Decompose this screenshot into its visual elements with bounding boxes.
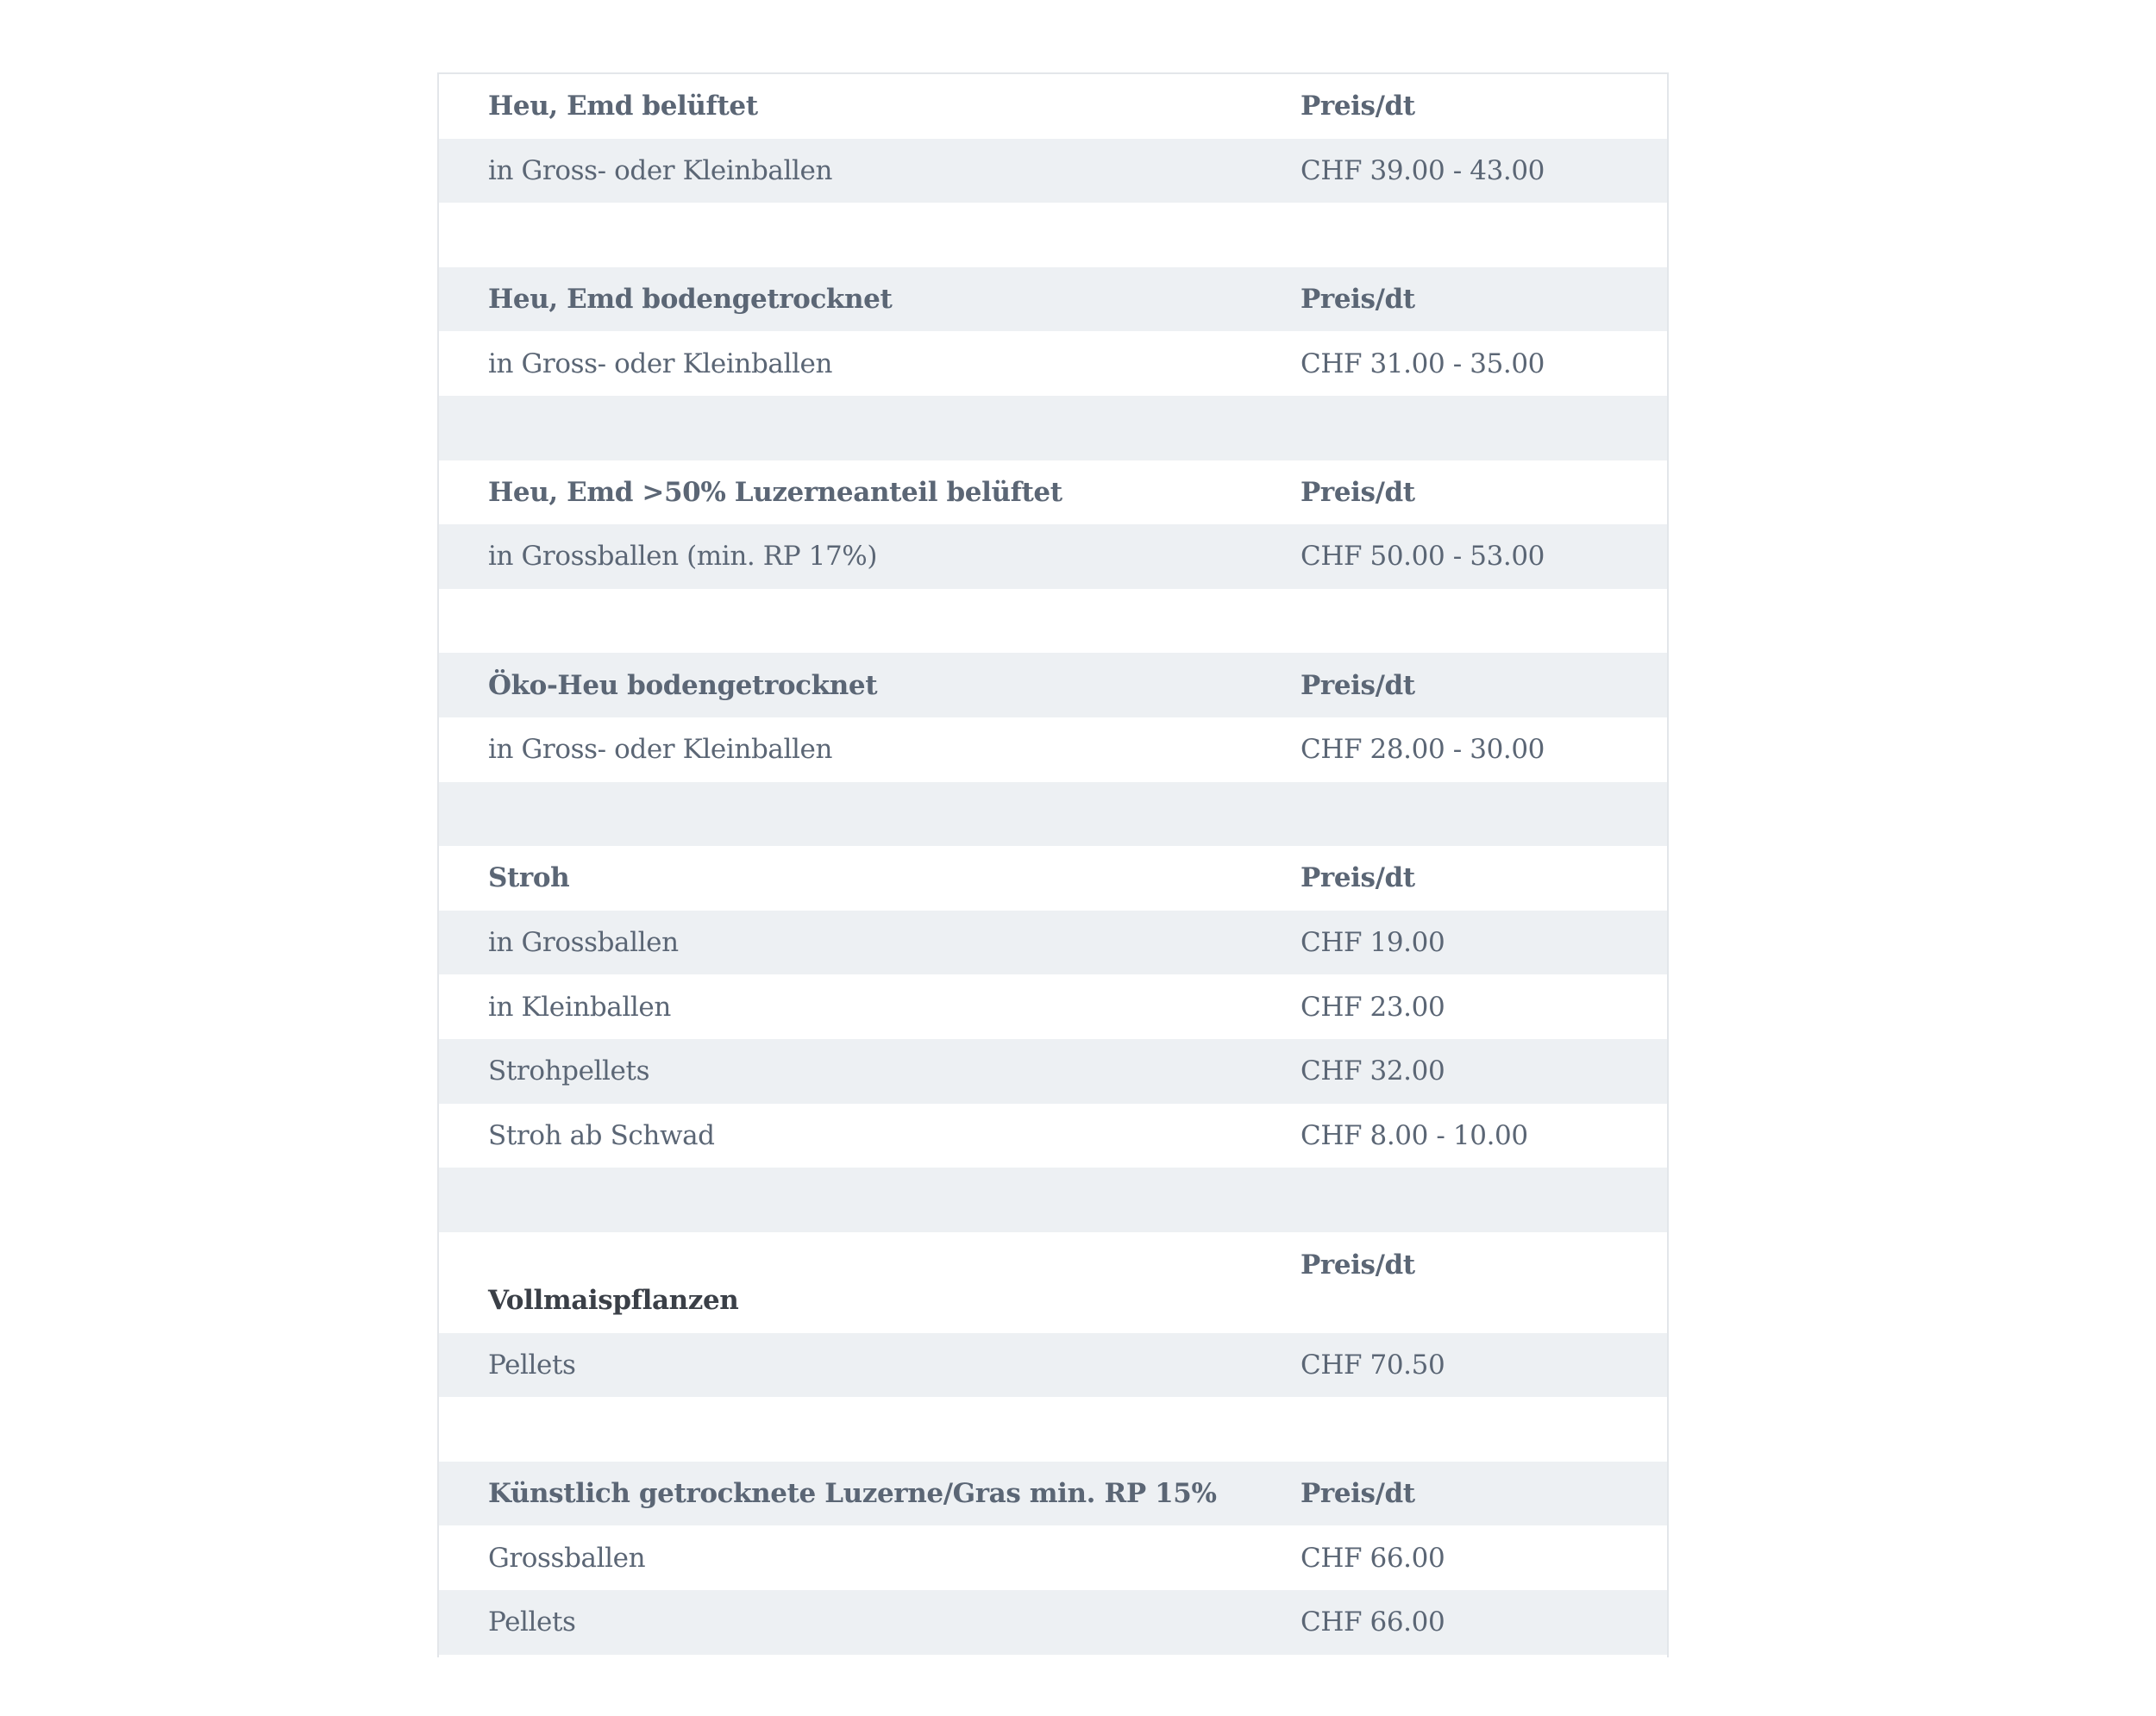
item-price: CHF 23.00 (1300, 991, 1445, 1023)
price-column-header: Preis/dt (1300, 669, 1415, 701)
price-column-header: Preis/dt (1300, 1249, 1415, 1281)
table-row (439, 1590, 1667, 1655)
table-row (439, 139, 1667, 204)
section-title: Stroh (488, 862, 570, 894)
price-column-header: Preis/dt (1300, 91, 1415, 122)
table-row (439, 331, 1667, 396)
item-label: Stroh ab Schwad (488, 1119, 715, 1151)
section-header-row (439, 846, 1667, 911)
table-row (439, 1104, 1667, 1168)
section-header-row (439, 74, 1667, 139)
item-price: CHF 66.00 (1300, 1542, 1445, 1574)
spacer-row (439, 782, 1667, 847)
section-header-row (439, 653, 1667, 717)
item-price: CHF 19.00 (1300, 927, 1445, 959)
price-column-header: Preis/dt (1300, 476, 1415, 508)
table-row (439, 974, 1667, 1039)
price-column-header: Preis/dt (1300, 1478, 1415, 1510)
section-title: Künstlich getrocknete Luzerne/Gras min. RP 15% (488, 1478, 1217, 1510)
spacer-row (439, 589, 1667, 654)
item-price: CHF 31.00 - 35.00 (1300, 348, 1545, 379)
item-price: CHF 39.00 - 43.00 (1300, 154, 1545, 186)
spacer-row (439, 396, 1667, 460)
table-row (439, 911, 1667, 975)
section-header-row (439, 1232, 1667, 1333)
section-title: Vollmaispflanzen (488, 1284, 739, 1316)
item-label: in Gross- oder Kleinballen (488, 154, 833, 186)
item-price: CHF 50.00 - 53.00 (1300, 541, 1545, 573)
table-row (439, 717, 1667, 782)
price-column-header: Preis/dt (1300, 862, 1415, 894)
section-title: Heu, Emd bodengetrocknet (488, 284, 893, 316)
section-title: Heu, Emd >50% Luzerneanteil belüftet (488, 476, 1062, 508)
item-price: CHF 32.00 (1300, 1055, 1445, 1087)
item-label: in Kleinballen (488, 991, 671, 1023)
price-column-header: Preis/dt (1300, 284, 1415, 316)
section-title: Heu, Emd belüftet (488, 91, 758, 122)
item-label: Grossballen (488, 1542, 646, 1574)
item-label: in Gross- oder Kleinballen (488, 734, 833, 766)
item-price: CHF 66.00 (1300, 1606, 1445, 1638)
item-label: Pellets (488, 1349, 576, 1381)
item-label: Pellets (488, 1606, 576, 1638)
item-price: CHF 70.50 (1300, 1349, 1445, 1381)
table-row (439, 1039, 1667, 1104)
item-label: in Grossballen (min. RP 17%) (488, 541, 878, 573)
section-header-row (439, 1462, 1667, 1526)
item-price: CHF 28.00 - 30.00 (1300, 734, 1545, 766)
table-row (439, 1333, 1667, 1398)
spacer-row (439, 1397, 1667, 1462)
spacer-row (439, 203, 1667, 267)
item-label: Strohpellets (488, 1055, 650, 1087)
section-header-row (439, 460, 1667, 525)
item-label: in Grossballen (488, 927, 679, 959)
section-title: Öko-Heu bodengetrocknet (488, 669, 878, 701)
price-table (437, 72, 1669, 1657)
item-price: CHF 8.00 - 10.00 (1300, 1119, 1528, 1151)
spacer-row (439, 1168, 1667, 1232)
table-row (439, 524, 1667, 589)
section-header-row (439, 267, 1667, 332)
table-row (439, 1525, 1667, 1590)
item-label: in Gross- oder Kleinballen (488, 348, 833, 379)
